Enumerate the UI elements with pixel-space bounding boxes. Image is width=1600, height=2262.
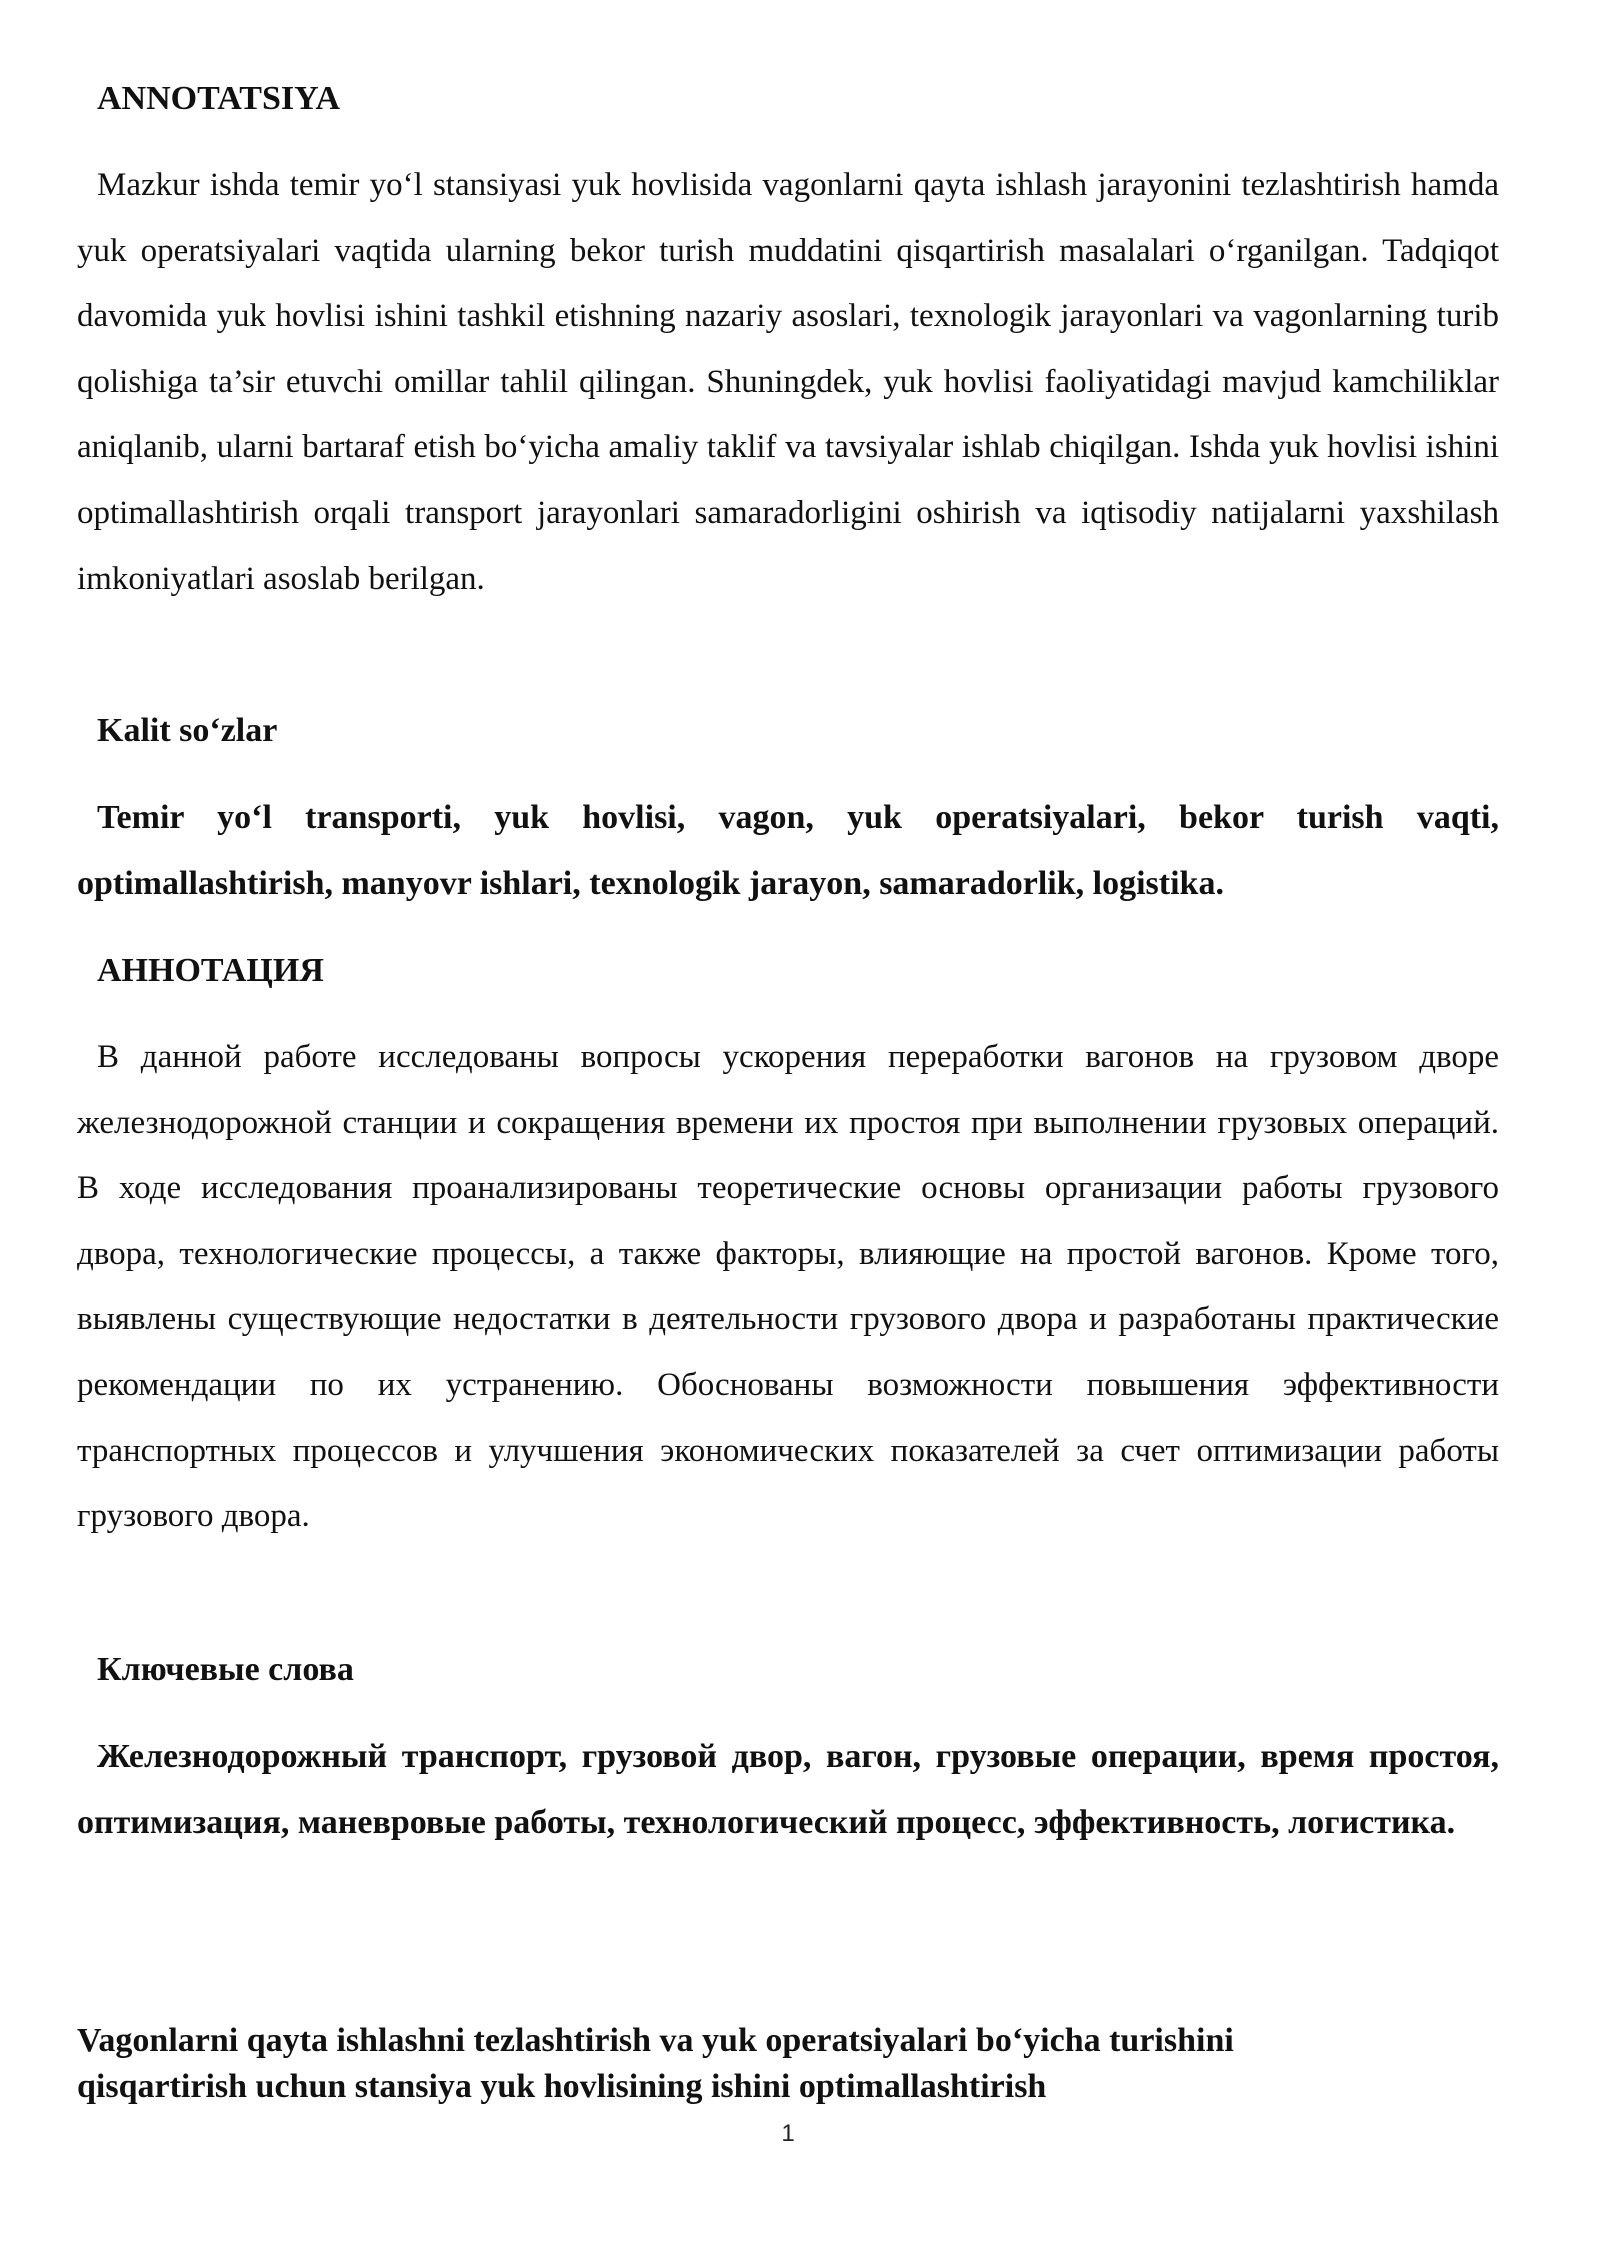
keywords-ru: Железнодорожный транспорт, грузовой двор, вагон, грузовые операции, время простоя, оптимизация, маневровые работы, технологический процесс, эффективность, логистика. [77, 1738, 1499, 1841]
page-number: 1 [781, 2120, 795, 2147]
paper-title [77, 2018, 1499, 2110]
annotation-body-ru: В данной работе исследованы вопросы ускорения переработки вагонов на грузовом дворе железнодорожной станции и сокращения времени их простоя при выполнении грузовых операций. В ходе исследования проанализированы теоретические основы организации работы грузового двора, технологические процессы, а также факторы, влияющие на простой вагонов. Кроме того, выявлены существующие недостатки в деятельности грузового двора и разработаны практические рекомендации по их устранению. Обоснованы возможности повышения эффективности транспортных процессов и улучшения экономических показателей за счет оптимизации работы грузового двора. [77, 1039, 1499, 1535]
keywords-uz: Temir yo‘l transporti, yuk hovlisi, vagon, yuk operatsiyalari, bekor turish vaqti, optimallashtirish, manyovr ishlari, texnologik jarayon, samaradorlik, logistika. [77, 799, 1499, 902]
keywords-heading-ru: Ключевые слова [97, 1651, 354, 1688]
annotation-heading-uz: ANNOTATSIYA [97, 80, 341, 117]
paper-title-line-2: qisqartirish uchun stansiya yuk hovlisining ishini optimallashtirish [77, 2068, 1047, 2105]
annotation-body-uz: Mazkur ishda temir yo‘l stansiyasi yuk hovlisida vagonlarni qayta ishlash jarayonini tezlashtirish hamda yuk operatsiyalari vaqtida ularning bekor turish muddatini qisqartirish masalalari o‘rganilgan. Tadqiqot davomida yuk hovlisi ishini tashkil etishning nazariy asoslari, texnologik jarayonlari va vagonlarning turib qolishiga ta’sir etuvchi omillar tahlil qilingan. Shuningdek, yuk hovlisi faoliyatidagi mavjud kamchiliklar aniqlanib, ularni bartaraf etish bo‘yicha amaliy taklif va tavsiyalar ishlab chiqilgan. Ishda yuk hovlisi ishini optimallashtirish orqali transport jarayonlari samaradorligini oshirish va iqtisodiy natijalarni yaxshilash imkoniyatlari asoslab berilgan. [77, 167, 1499, 597]
paper-title-line-1: Vagonlarni qayta ishlashni tezlashtirish va yuk operatsiyalari bo‘yicha turishini [77, 2022, 1234, 2059]
keywords-heading-uz: Kalit so‘zlar [97, 712, 278, 749]
annotation-heading-ru: АННОТАЦИЯ [97, 952, 324, 989]
